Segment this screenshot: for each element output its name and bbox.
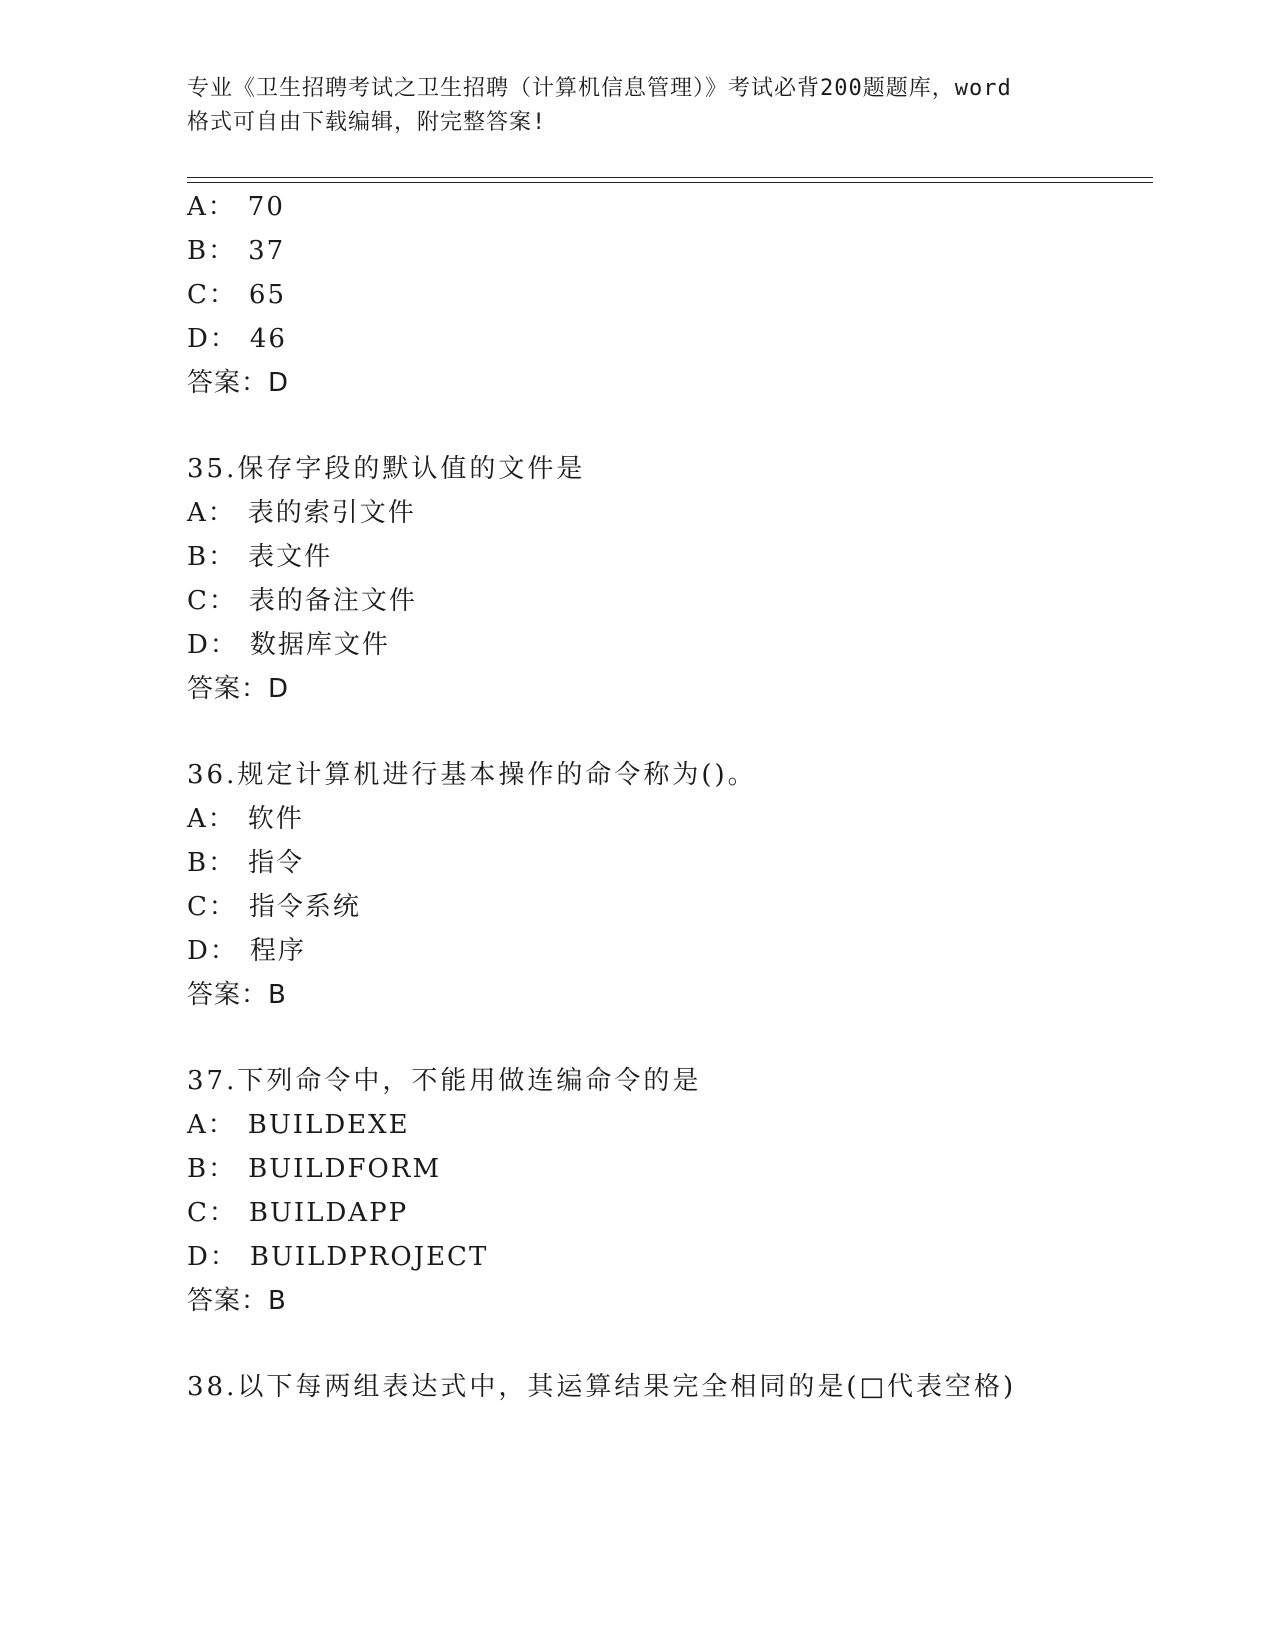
- option-a: A： 表的索引文件: [187, 498, 416, 528]
- option-c: C： 65: [187, 280, 286, 310]
- document-header: [187, 72, 1087, 140]
- option-c: C： 指令系统: [187, 892, 361, 922]
- header-rule-bottom: [187, 182, 1153, 183]
- option-c: C： BUILDAPP: [187, 1198, 409, 1228]
- answer-line: 答案：D: [187, 674, 290, 704]
- option-a: A： BUILDEXE: [187, 1110, 410, 1140]
- option-a: A： 70: [187, 192, 285, 222]
- option-c: C： 表的备注文件: [187, 586, 417, 616]
- header-line-1: 专业《卫生招聘考试之卫生招聘（计算机信息管理）》考试必背200题题库，word: [187, 76, 1012, 101]
- option-b: B： BUILDFORM: [187, 1154, 442, 1184]
- question-stem-35: 35.保存字段的默认值的文件是: [187, 454, 586, 484]
- option-d: D： 数据库文件: [187, 630, 390, 660]
- question-stem-37: 37.下列命令中，不能用做连编命令的是: [187, 1066, 702, 1096]
- option-b: B： 指令: [187, 848, 305, 878]
- answer-line: 答案：B: [187, 1286, 287, 1316]
- option-b: B： 表文件: [187, 542, 333, 572]
- option-d: D： 程序: [187, 936, 306, 966]
- option-a: A： 软件: [187, 804, 304, 834]
- question-stem-38: 38.以下每两组表达式中，其运算结果完全相同的是(□代表空格): [187, 1372, 1017, 1402]
- option-d: D： 46: [187, 324, 287, 354]
- header-line-2: 格式可自由下载编辑，附完整答案!: [187, 110, 547, 135]
- answer-line: 答案：D: [187, 368, 290, 398]
- header-rule-top: [187, 177, 1153, 178]
- answer-line: 答案：B: [187, 980, 287, 1010]
- option-b: B： 37: [187, 236, 286, 266]
- option-d: D： BUILDPROJECT: [187, 1242, 489, 1272]
- question-stem-36: 36.规定计算机进行基本操作的命令称为()。: [187, 760, 757, 790]
